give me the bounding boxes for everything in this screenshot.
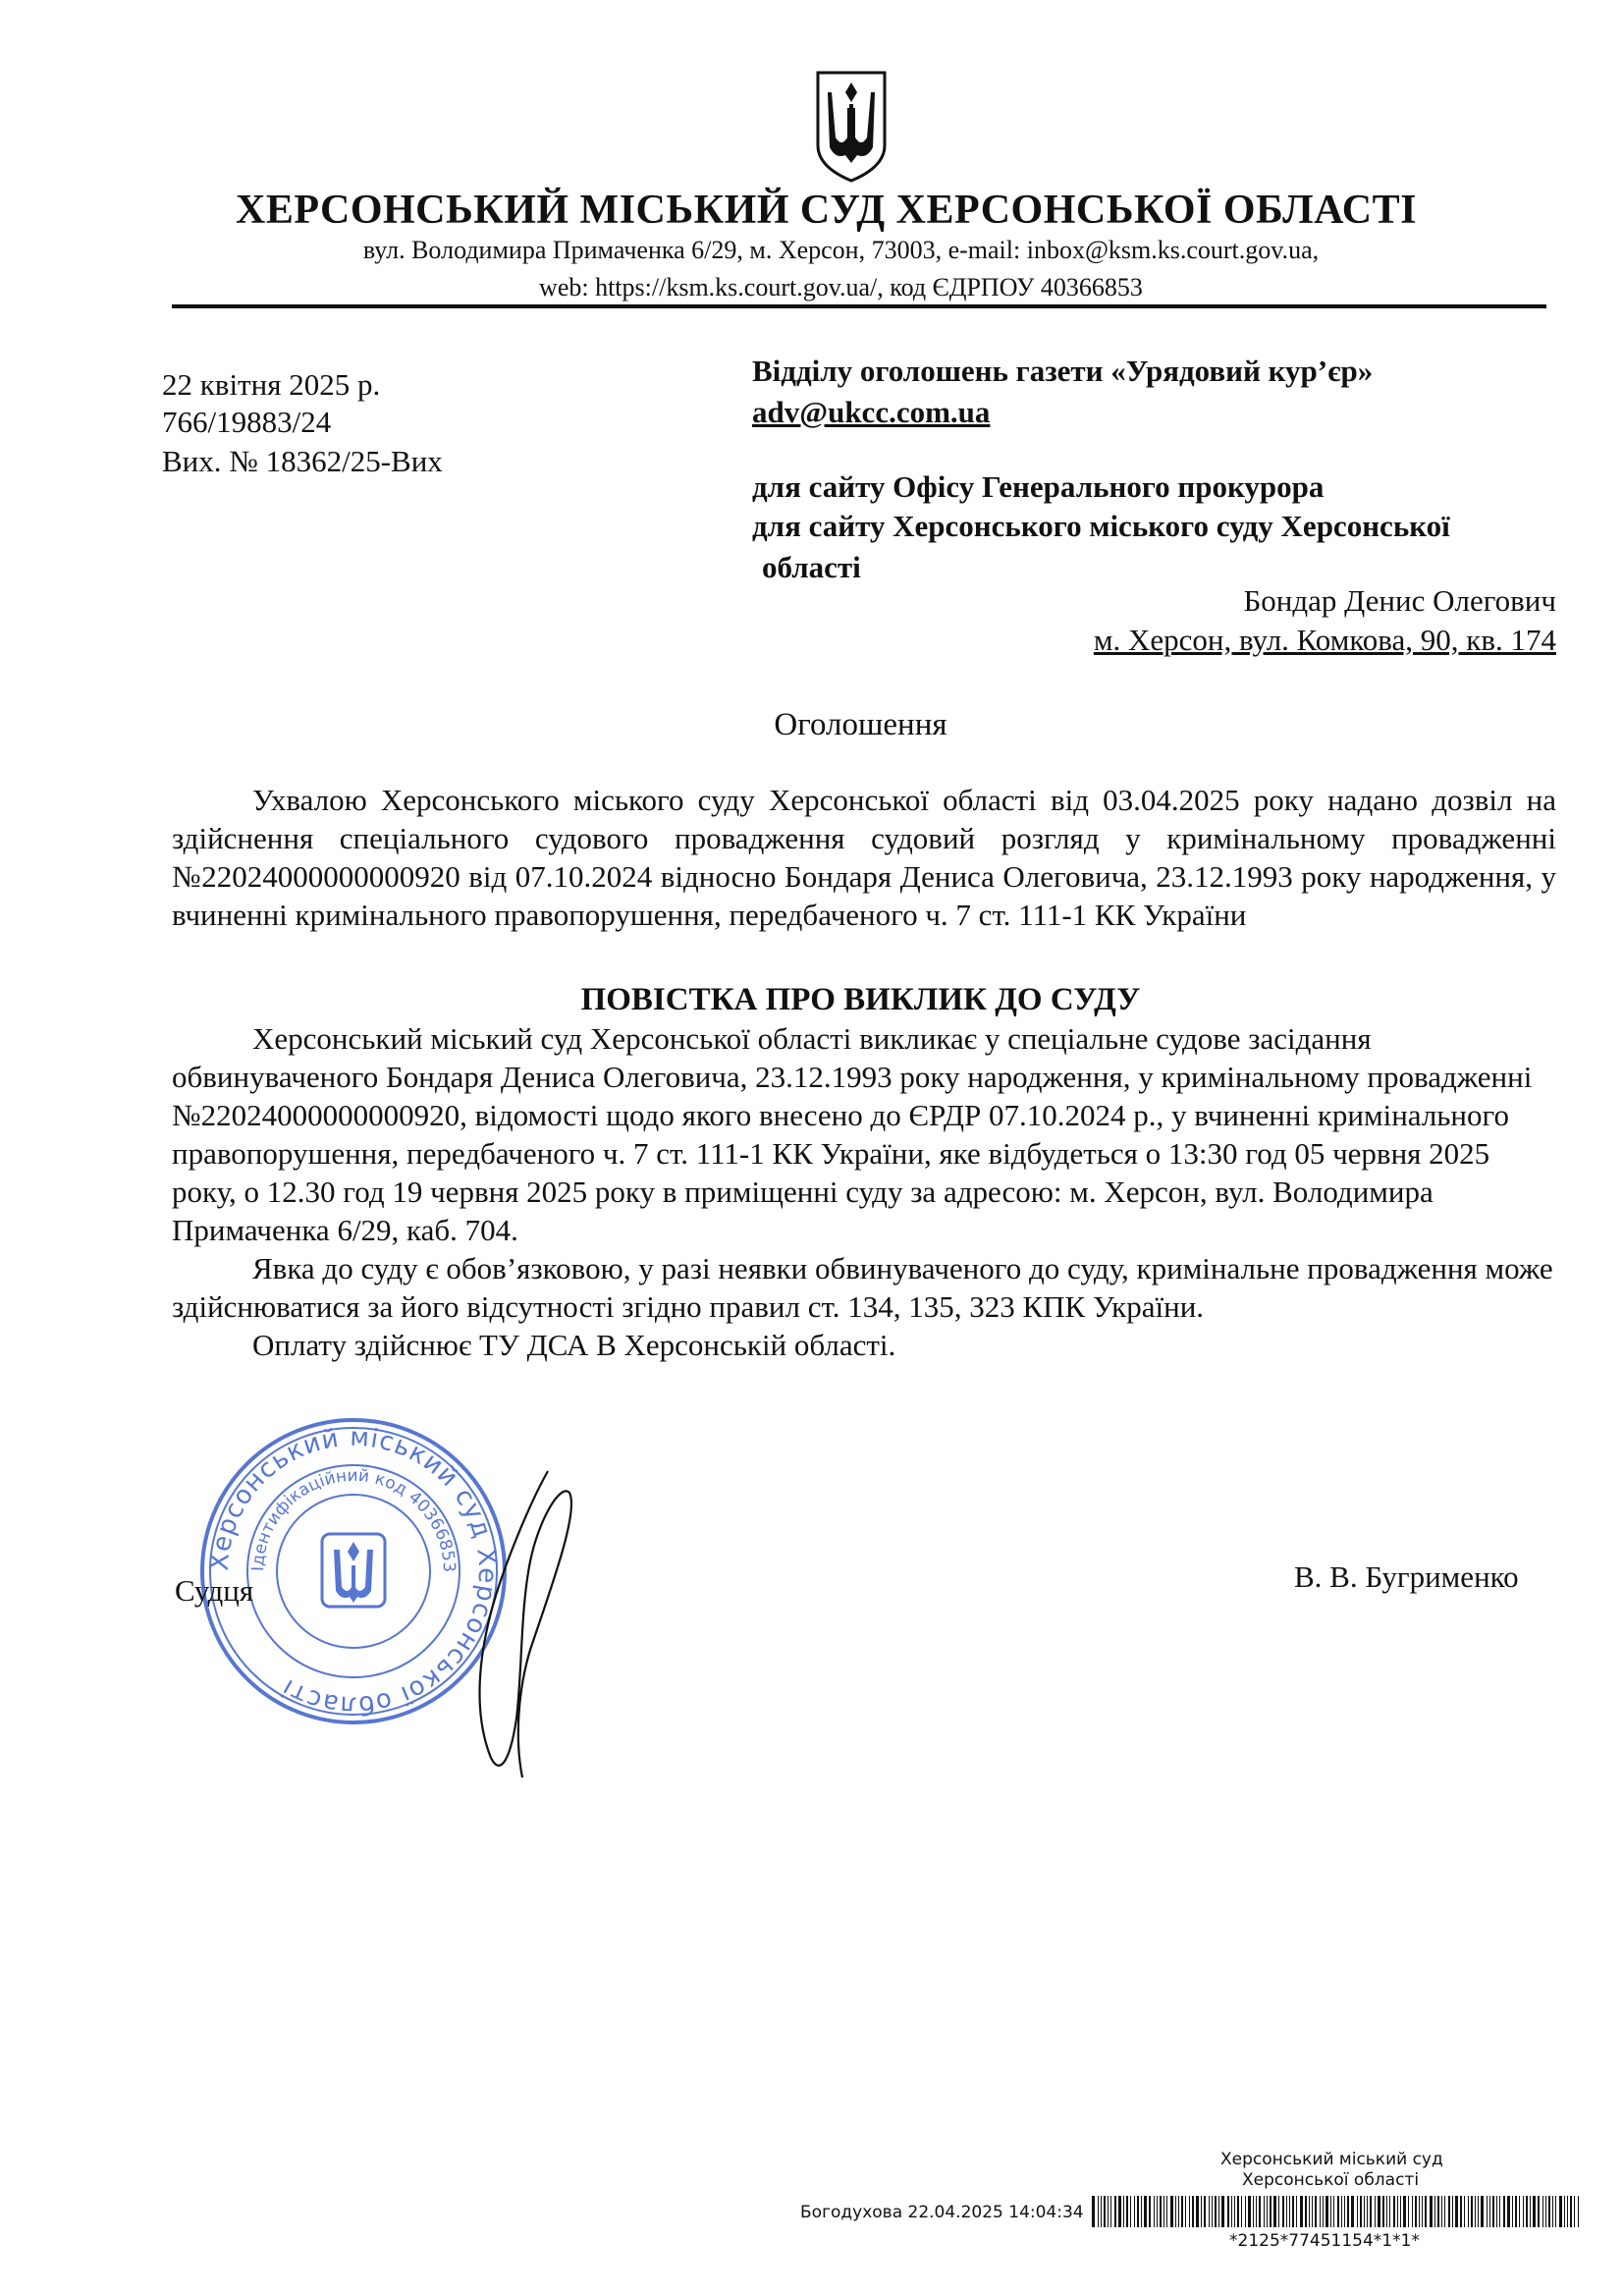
- footer-court-line-2: Херсонської області: [1242, 2170, 1420, 2190]
- handwritten-signature-icon: [432, 1463, 589, 1787]
- announcement-title: Оголошення: [774, 707, 947, 742]
- summons-paragraph-1: Херсонський міський суд Херсонської області викликає у спеціальне судове засідання обвинуваченого Бондаря Дениса Олеговича, 23.12.1993 року народження, у кримінальному провадженні №22024000000000920, відомості щодо якого внесено до ЄРДР 07.10.2024 р., у вчиненні кримінального правопорушення, передбаченого ч. 7 ст. 111-1 КК України, яке відбудеться о 13:30 год 05 червня 2025 року, о 12.30 год 19 червня 2025 року в приміщенні суду за адресою: м. Херсон, вул. Володимира Примаченка 6/29, каб. 704.: [172, 1021, 1533, 1247]
- stamp-outer-text: Херсонський міський суд Херсонської області: [204, 1422, 503, 1721]
- footer-court-line-1: Херсонський міський суд: [1220, 2150, 1443, 2169]
- footer-barcode-code: *2125*77451154*1*1*: [1229, 2231, 1420, 2251]
- recipient-court-site: для сайту Херсонського міського суду Херсонської: [752, 509, 1450, 543]
- recipient-prosecutor: для сайту Офісу Генерального прокурора: [752, 469, 1325, 504]
- recipient-newspaper: Відділу оголошень газети «Урядовий кур’єр»: [752, 354, 1374, 388]
- announcement-text: [172, 781, 1556, 934]
- footer-operator-timestamp: Богодухова 22.04.2025 14:04:34: [800, 2203, 1084, 2222]
- document-date: 22 квітня 2025 р.: [162, 367, 381, 402]
- header-divider: [172, 304, 1546, 308]
- recipient-court-site-cont: області: [762, 550, 861, 584]
- summons-paragraph-3: Оплату здійснює ТУ ДСА В Херсонській області.: [252, 1328, 896, 1362]
- addressee-name: Бондар Денис Олегович: [1243, 583, 1556, 618]
- trident-emblem-icon: [812, 69, 891, 185]
- announcement-paragraph: Ухвалою Херсонського міського суду Херсонської області від 03.04.2025 року надано дозвіл на здійснення спеціального судового провадження судовий розгляд у кримінальному провадженні №22024000000000920 від 07.10.2024 відносно Бондаря Дениса Олеговича, 23.12.1993 року народження, у вчиненні кримінального правопорушення, передбаченого ч. 7 ст. 111-1 КК України: [172, 783, 1556, 932]
- addressee-address: м. Херсон, вул. Комкова, 90, кв. 174: [1093, 623, 1556, 657]
- judge-label: Судця: [175, 1573, 254, 1608]
- recipient-email: adv@ukcc.com.ua: [752, 395, 991, 429]
- summons-body: [172, 1019, 1556, 1364]
- stamp-inner-text: Ідентифікаційний код 40366853: [247, 1465, 460, 1573]
- court-name-heading: ХЕРСОНСЬКИЙ МІСЬКИЙ СУД ХЕРСОНСЬКОЇ ОБЛАСТІ: [235, 188, 1418, 233]
- case-number: 766/19883/24: [162, 405, 332, 439]
- summons-paragraph-2: Явка до суду є обов’язковою, у разі неявки обвинуваченого до суду, кримінальне провадження може здійснюватися за його відсутності згідно правил ст. 134, 135, 323 КПК України.: [172, 1251, 1553, 1324]
- judge-name: В. В. Бугрименко: [1294, 1559, 1519, 1594]
- court-address: вул. Володимира Примаченка 6/29, м. Херсон, 73003, e-mail: inbox@ksm.ks.court.gov.ua,: [362, 236, 1320, 264]
- barcode-icon: [1092, 2196, 1583, 2227]
- court-web-line: web: https://ksm.ks.court.gov.ua/, код ЄДРПОУ 40366853: [539, 273, 1143, 301]
- summons-title: ПОВІСТКА ПРО ВИКЛИК ДО СУДУ: [580, 982, 1141, 1017]
- outgoing-number: Вих. № 18362/25-Вих: [162, 444, 443, 478]
